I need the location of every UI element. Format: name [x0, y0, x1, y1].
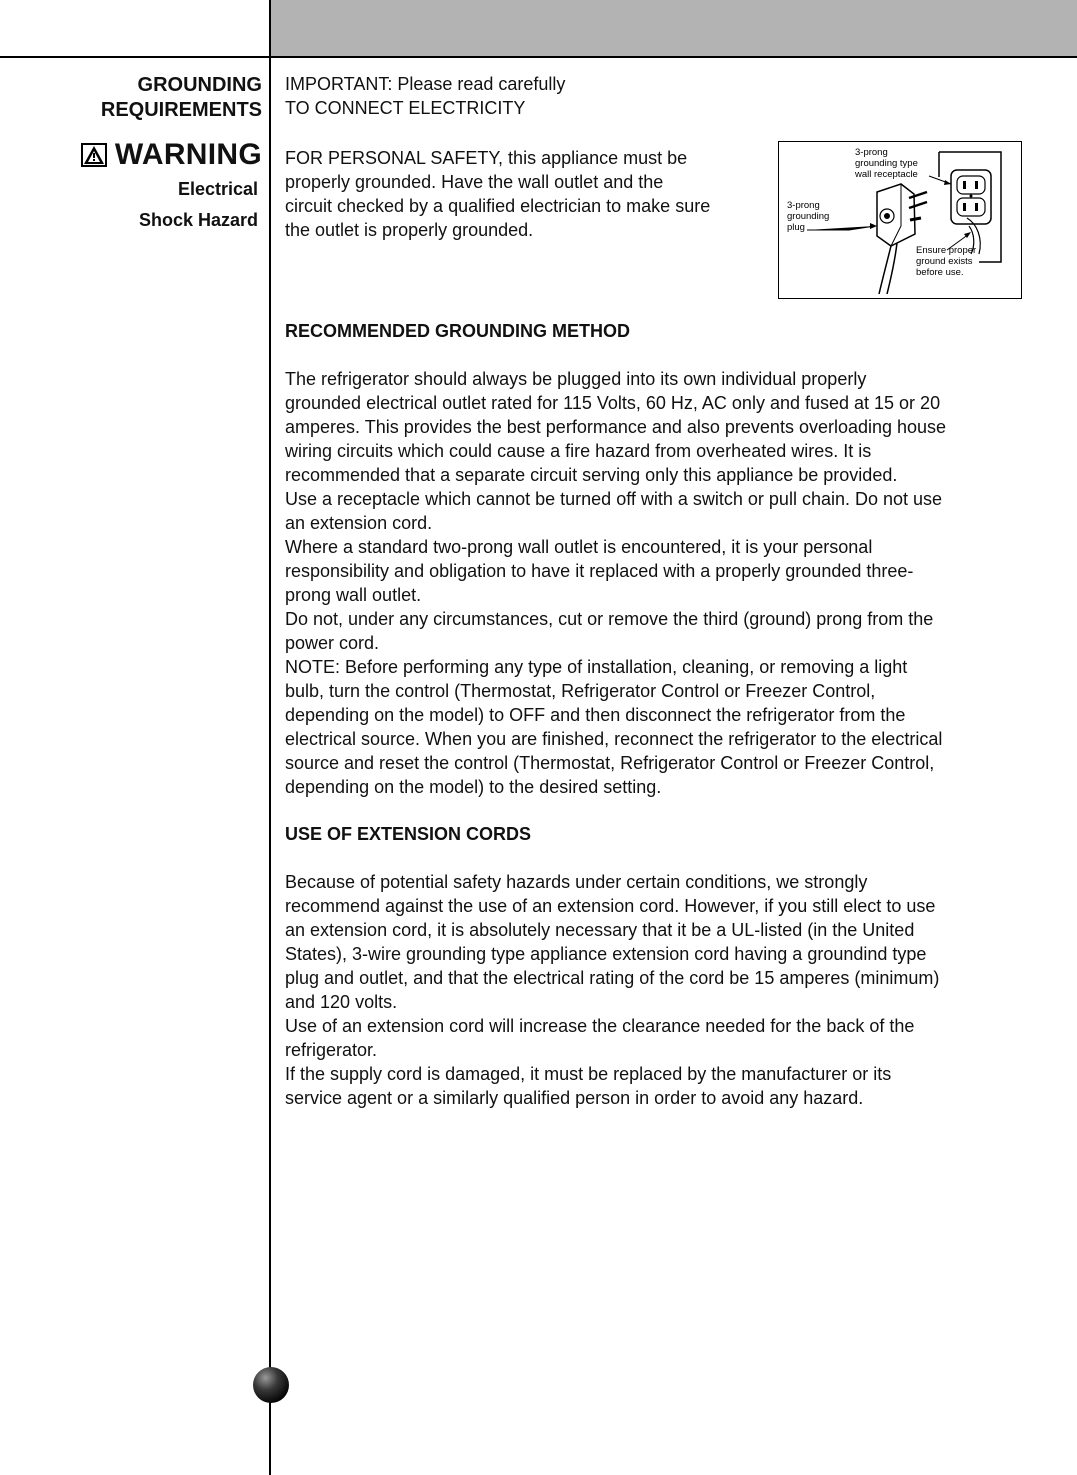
- column-divider: [269, 0, 271, 1475]
- recommended-heading: RECOMMENDED GROUNDING METHOD: [285, 321, 630, 341]
- receptacle-label: 3-prong grounding type wall receptacle: [855, 147, 918, 180]
- important-notice: IMPORTANT: Please read carefully TO CONNECT ELECTRICITY: [285, 74, 566, 118]
- warning-block: [0, 138, 262, 236]
- extension-body: Because of potential safety hazards under certain conditions, we strongly recommend against the use of an extension cord. However, if you still elect to use an extension cord, it is absolutely necessary that it be a UL-listed (in the United States), 3-wire grounding type appliance extension cord having a groundind type plug and outlet, and that the electrical rating of the cord be 15 amperes (minimum) and 120 volts. Use of an extension cord will increase the clearance needed for the back of the refrigerator. If the supply cord is damaged, it must be replaced by the manufacturer or its service agent or a similarly qualified person in order to avoid any hazard.: [285, 872, 940, 1108]
- warning-title: [0, 138, 262, 172]
- warning-label: WARNING: [114, 138, 262, 171]
- grounding-plug-figure: [778, 141, 1022, 299]
- section-heading-text: GROUNDING REQUIREMENTS: [100, 74, 262, 121]
- section-heading: [0, 73, 262, 123]
- plug-label: 3-prong grounding plug: [787, 200, 830, 233]
- hazard-line-1: Electrical: [177, 179, 258, 199]
- ground-label: Ensure proper ground exists before use.: [916, 245, 977, 278]
- extension-heading: USE OF EXTENSION CORDS: [285, 824, 532, 844]
- hazard-line-2: Shock Hazard: [138, 210, 258, 230]
- page-marker-dot: [253, 1367, 289, 1403]
- header-band: [271, 0, 1077, 56]
- personal-safety-text: FOR PERSONAL SAFETY, this appliance must be properly grounded. Have the wall outlet and the circuit checked by a qualified electrician to make sure the outlet is properly grounded.: [285, 148, 711, 240]
- recommended-body: The refrigerator should always be plugged into its own individual properly grounded electrical outlet rated for 115 Volts, 60 Hz, AC only and fused at 15 or 20 amperes. This provides the best performance and also prevents overloading house wiring circuits which could cause a fire hazard from overheated wires. It is recommended that a separate circuit serving only this appliance be provided. Use a receptacle which cannot be turned off with a switch or pull chain. Do not use an extension cord. Where a standard two-prong wall outlet is encountered, it is your personal responsibility and obligation to have it replaced with a properly grounded three- prong wall outlet. Do not, under any circumstances, cut or remove the third (ground) prong from the power cord. NOTE: Before performing any type of installation, cleaning, or removing a light bulb, turn the control (Thermostat, Refrigerator Control or Freezer Control, depending on the model) to OFF and then disconnect the refrigerator from the electrical source. When you are finished, reconnect the refrigerator to the electrical source and reset the control (Thermostat, Refrigerator Control or Freezer Control, depending on the model) to the desired setting.: [285, 369, 947, 797]
- warning-triangle-icon: [81, 143, 107, 167]
- header-rule: [0, 56, 1077, 58]
